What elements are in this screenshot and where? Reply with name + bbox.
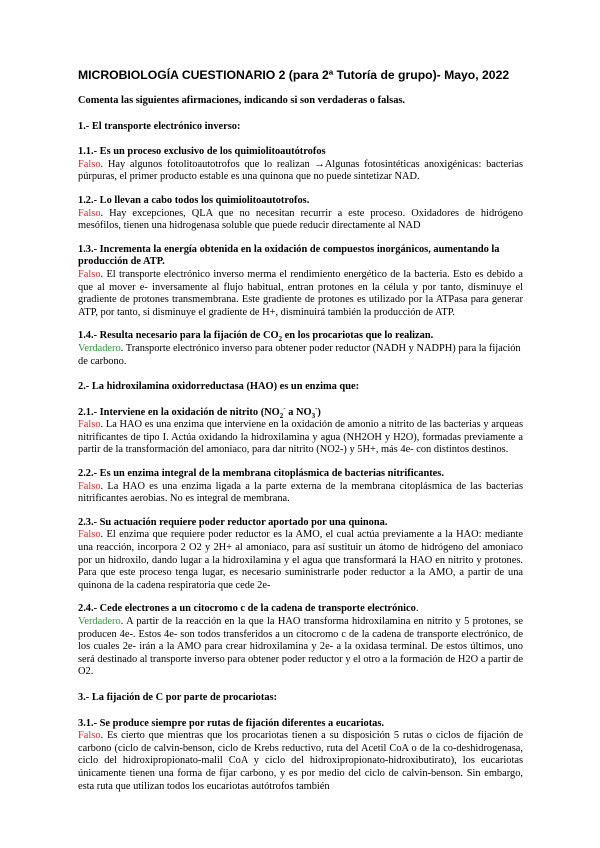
answer-text bbox=[78, 343, 523, 368]
question-text bbox=[78, 404, 523, 420]
question-part: ) bbox=[317, 406, 321, 418]
section-heading: 1.- El transporte electrónico inverso: bbox=[78, 120, 241, 132]
answer-body: . Transporte electrónico inverso para obtener poder reductor (NADH y NADPH) para la fijación de carbono. bbox=[78, 342, 521, 367]
verdict-false: Falso bbox=[78, 730, 101, 742]
question-text: 1.1.- Es un proceso exclusivo de los quimiolitoautótrofos bbox=[78, 146, 326, 158]
question-part: 2.1.- Interviene en la oxidación de nitrito (NO bbox=[78, 406, 280, 418]
answer-text bbox=[78, 529, 523, 592]
answer-text bbox=[78, 481, 523, 506]
question-text: 2.2.- Es un enzima integral de la membrana citoplásmica de bacterias nitrificantes. bbox=[78, 468, 444, 480]
answer-text bbox=[78, 419, 523, 457]
answer-body: . Hay algunos fotolitoautotrofos que lo realizan →Algunas fotosintéticas anoxigénicas: bacterias púrpuras, el primer producto estable es una quinona que no puede sintetizar NAD. bbox=[78, 158, 523, 183]
question-text: 3.1.- Se produce siempre por rutas de fijación diferentes a eucariotas. bbox=[78, 717, 385, 729]
question-item bbox=[78, 468, 523, 506]
question-part: en los procariotas que lo realizan. bbox=[282, 330, 434, 342]
section-heading: 2.- La hidroxilamina oxidorreductasa (HAO) es un enzima que: bbox=[78, 381, 360, 393]
question-text: 2.3.- Su actuación requiere poder reductor aportado por una quinona. bbox=[78, 516, 388, 528]
verdict-false: Falso bbox=[78, 480, 101, 492]
question-part: a NO bbox=[285, 406, 312, 418]
question-item bbox=[78, 517, 523, 593]
verdict-false: Falso bbox=[78, 268, 101, 280]
question-text: 1.2.- Lo llevan a cabo todos los quimiolitoautotrofos. bbox=[78, 194, 310, 206]
verdict-true: Verdadero bbox=[78, 342, 121, 354]
instructions: Comenta las siguientes afirmaciones, indicando si son verdaderas o falsas. bbox=[78, 95, 406, 106]
question-item bbox=[78, 244, 523, 320]
question-item bbox=[78, 195, 523, 233]
answer-body: . Hay excepciones, QLA que no necesitan recurrir a este proceso. Oxidadores de hidrógeno mesófilos, tienen una hidrogenasa soluble que puede reducir directamente al NAD bbox=[78, 207, 523, 232]
question-item bbox=[78, 718, 523, 794]
superscript: - bbox=[315, 404, 318, 413]
question-part: . bbox=[415, 603, 419, 615]
question-item bbox=[78, 146, 523, 184]
question-text: 1.3.- Incrementa la energía obtenida en la oxidación de compuestos inorgánicos, aumentando la producción de ATP. bbox=[78, 243, 500, 268]
subscript: 2 bbox=[278, 335, 283, 344]
question-part: 1.4.- Resulta necesario para la fijación de CO bbox=[78, 330, 279, 342]
subscript: 3 bbox=[311, 411, 316, 420]
question-text bbox=[78, 603, 523, 616]
verdict-true: Verdadero bbox=[78, 616, 121, 627]
answer-body: . El enzima que requiere poder reductor es la AMO, el cual actúa previamente a la HAO: mediante una reacción, incorpora 2 O2 y 2H+ al amoniaco, para así sustituir un átomo de hidrógeno del amoniaco por un hidroxilo, dando lugar a la hidroxilamina y el agua que transformará la HAO en nitrito y protones. Para que este proceso tenga lugar, es necesario suministrarle poder reductor a la AMO, a partir de una quinona de la cadena respiratoria que cede 2e- bbox=[78, 529, 523, 591]
verdict-false: Falso bbox=[78, 529, 101, 541]
verdict-false: Falso bbox=[78, 207, 101, 219]
document-page bbox=[78, 68, 523, 804]
verdict-false: Falso bbox=[78, 158, 101, 170]
answer-text bbox=[78, 269, 523, 319]
answer-text bbox=[78, 616, 523, 679]
answer-body: . El transporte electrónico inverso merma el rendimiento energético de la bacteria. Esto es debido a que al mover e- inversamente al flujo habitual, entran protones en la célula y por tanto, disminuye el gradiente de protones transmembrana. Este gradiente de protones es utilizado por la ATPasa para generar ATP, por tanto, si disminuye el gradiente de H+, disminuirá también la producción de ATP. bbox=[78, 268, 523, 318]
answer-text bbox=[78, 159, 523, 184]
superscript: - bbox=[283, 404, 286, 413]
question-item bbox=[78, 603, 523, 679]
answer-body: . Es cierto que mientras que los procariotas tienen a su disposición 5 rutas o ciclos de fijación de carbono (ciclo de calvin-benson, ciclo de Krebs reductivo, ruta del Acetil CoA o de la co-deshidrogenasa, ciclo del hidroxipropionato-malil CoA y ciclo del hidroxipropionato-hidroxibutirato), los eucariotas únicamente tienen una forma de fijar carbono, y es por medio del ciclo de calvin-benson. Sin embargo, esta ruta que utilizan todos los eucariotas autótrofos también bbox=[78, 730, 523, 792]
answer-body: . A partir de la reacción en la que la HAO transforma hidroxilamina en nitrito y 5 protones, se producen 4e-. Estos 4e- son todos transferidos a un citocromo c de la cadena de transporte electrónico, de los cuales 2e- irán a la AMO para crear hidroxilamina y 2e- a la oxidasa terminal. De estos últimos, uno será destinado al transporte inverso para obtener poder reductor y el otro a la formación de H2O a partir de O2. bbox=[78, 616, 523, 678]
verdict-false: Falso bbox=[78, 419, 101, 431]
section-heading: 3.- La fijación de C por parte de procariotas: bbox=[78, 691, 278, 703]
answer-text bbox=[78, 730, 523, 793]
answer-text bbox=[78, 208, 523, 233]
document-title: MICROBIOLOGÍA CUESTIONARIO 2 (para 2ª Tutoría de grupo)- Mayo, 2022 bbox=[78, 68, 510, 82]
question-item bbox=[78, 330, 523, 368]
subscript: 2 bbox=[279, 411, 284, 420]
question-item bbox=[78, 404, 523, 457]
answer-body: . La HAO es una enzima ligada a la parte externa de la membrana citoplásmica de las bacterias nitrificantes aerobias. No es integral de membrana. bbox=[78, 480, 523, 505]
question-part: 2.4.- Cede electrones a un citocromo c de la cadena de transporte electrónico bbox=[78, 603, 416, 615]
question-text bbox=[78, 330, 523, 343]
answer-body: . La HAO es una enzima que interviene en la oxidación de amonio a nitrito de las bacterias y arqueas nitrificantes de tipo I. Actúa oxidando la hidroxilamina y agua (NH2OH y H2O), formadas previamente a partir de la transformación del amoniaco, para dar nitrito (NO2-) y 5H+, más 4e- con distintos destinos. bbox=[78, 419, 523, 456]
